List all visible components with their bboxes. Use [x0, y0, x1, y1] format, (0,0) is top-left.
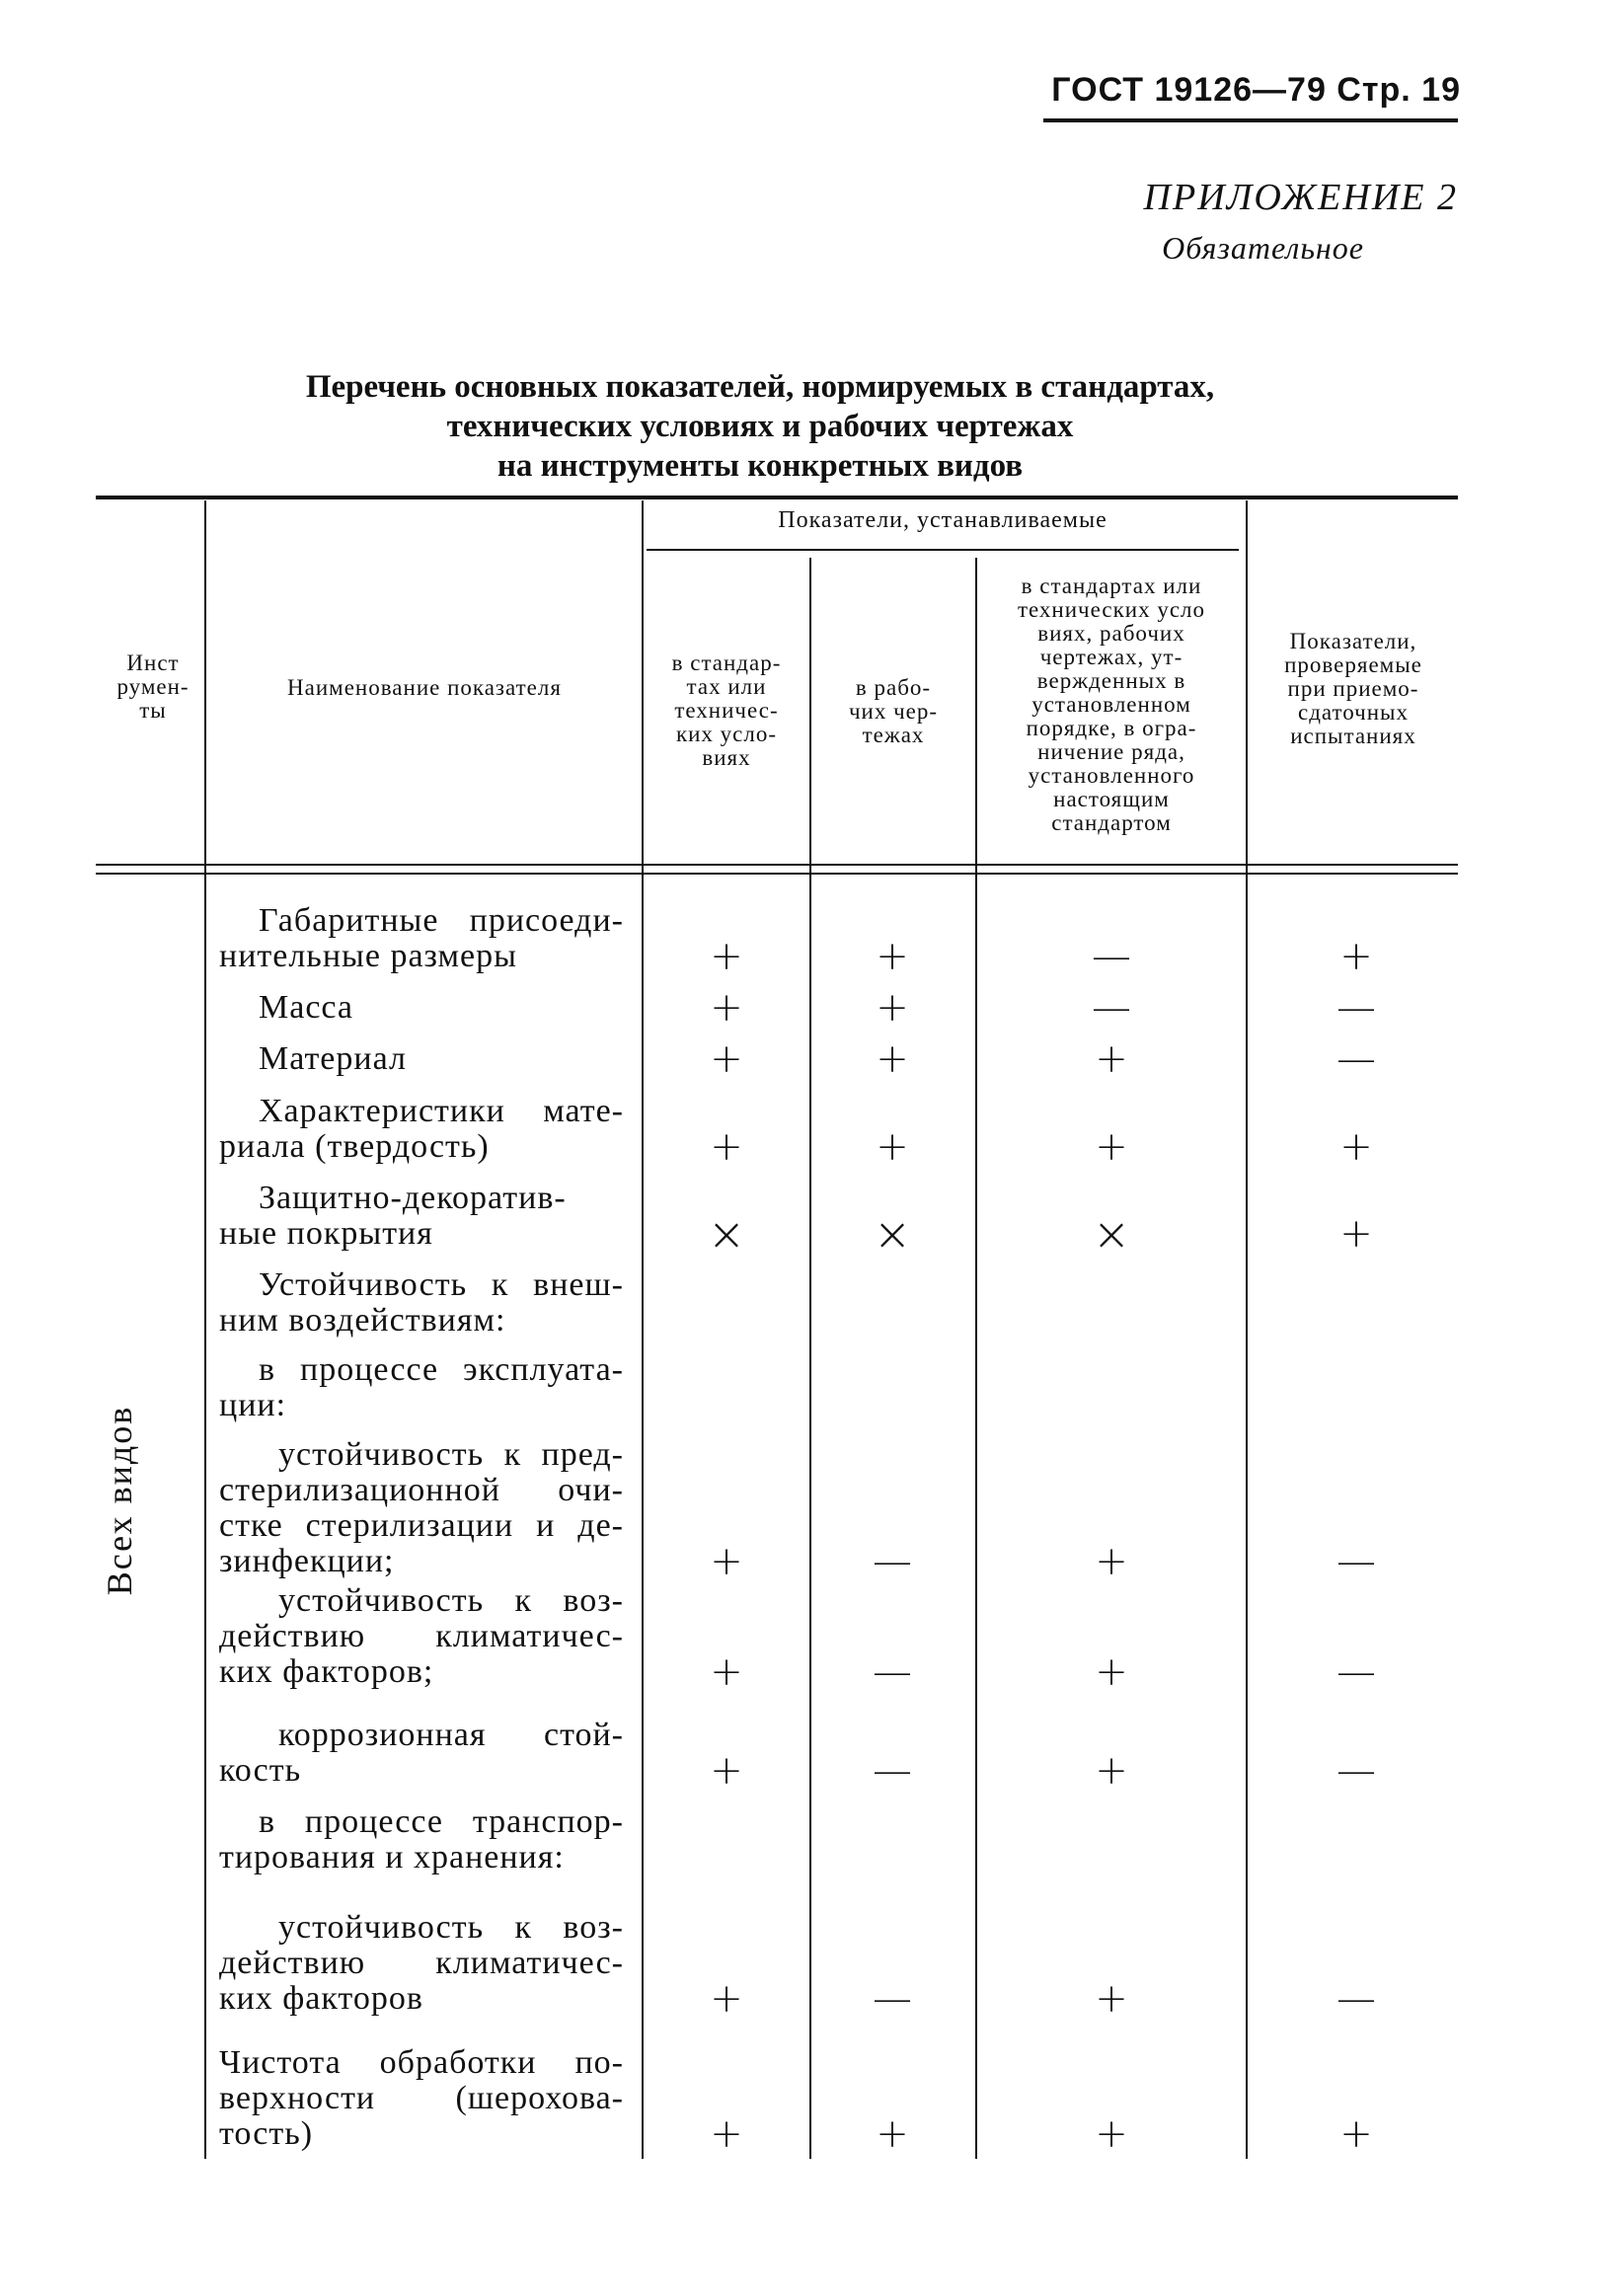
col-header-standards: в стандар- тах или техничес- ких усло- виях — [671, 651, 782, 770]
plus-mark: + — [1095, 1748, 1128, 1794]
col-divider-3 — [809, 558, 811, 2159]
indicator-line: устойчивость к воз- — [278, 1909, 624, 1946]
indicator-line: Масса — [259, 989, 354, 1026]
title-line: Перечень основных показателей, нормируемых в стандартах, — [305, 369, 1215, 405]
dash-mark: — — [1337, 1748, 1376, 1794]
indicator-line: действию климатичес- — [219, 1618, 624, 1654]
plus-mark: + — [1095, 1124, 1128, 1170]
plus-mark: + — [1095, 1976, 1128, 2022]
dash-mark: — — [873, 1539, 912, 1584]
plus-mark: + — [1339, 2111, 1373, 2157]
indicator-line: Материал — [259, 1040, 407, 1077]
indicator-name — [219, 2045, 624, 2152]
col-header-limited: в стандартах или технических усло виях, рабочих чертежах, ут- вержденных в установленном порядке, в огра- ничение ряда, установленного настоящим стандартом — [1017, 574, 1206, 835]
indicator-line: ких факторов; — [219, 1653, 434, 1690]
indicator-line: устойчивость к пред- — [278, 1436, 624, 1473]
plus-mark: + — [710, 1539, 743, 1584]
indicator-name — [219, 1910, 624, 2017]
indicator-line: Характеристики мате- — [259, 1093, 624, 1129]
indicator-name — [219, 1437, 624, 1579]
indicator-line: стерилизационной очи- — [219, 1472, 624, 1508]
title-line: на инструменты конкретных видов — [496, 448, 1024, 484]
header-rule — [1043, 118, 1458, 122]
header-bottom-rule — [96, 864, 1458, 866]
plus-mark: + — [876, 985, 909, 1031]
document-title — [217, 367, 1303, 486]
col-header-group: Показатели, устанавливаемые — [778, 507, 1108, 533]
col-header-instruments: Инст румен- ты — [116, 651, 190, 723]
plus-mark: + — [1095, 1036, 1128, 1082]
plus-mark: + — [876, 1036, 909, 1082]
dash-mark: — — [1337, 1976, 1376, 2022]
indicator-line: стке стерилизации и де- — [219, 1507, 624, 1544]
plus-mark: + — [710, 985, 743, 1031]
indicator-name — [219, 1094, 624, 1165]
dash-mark: — — [1337, 985, 1376, 1031]
appendix-label: ПРИЛОЖЕНИЕ 2 — [1143, 177, 1458, 218]
instrument-group-label: Всех видов — [100, 1405, 139, 1596]
indicator-name — [219, 990, 624, 1026]
indicator-line: ких факторов — [219, 1980, 423, 2017]
col-divider-5 — [1246, 500, 1248, 2159]
indicator-line: ним воздействиям: — [219, 1302, 506, 1339]
indicator-name — [219, 1041, 624, 1077]
plus-mark: + — [1095, 1539, 1128, 1584]
indicator-line: в процессе эксплуата- — [259, 1351, 624, 1388]
group-header-rule — [647, 549, 1239, 551]
page-header-standard: ГОСТ 19126—79 Стр. 19 — [1051, 71, 1461, 109]
indicator-name — [219, 1352, 624, 1423]
col-header-acceptance: Показатели, проверяемые при приемо- сдаточных испытаниях — [1284, 629, 1422, 748]
plus-mark: + — [710, 1649, 743, 1695]
indicator-line: действию климатичес- — [219, 1945, 624, 1981]
indicator-line: устойчивость к воз- — [278, 1582, 624, 1619]
col-divider-1 — [204, 500, 206, 2159]
indicator-line: тирования и хранения: — [219, 1839, 565, 1875]
plus-mark: + — [710, 1124, 743, 1170]
indicator-line: нительные размеры — [219, 938, 517, 974]
appendix-status: Обязательное — [1162, 230, 1364, 266]
cross-mark: × — [707, 1207, 746, 1261]
plus-mark: + — [876, 934, 909, 979]
indicator-name — [219, 1267, 624, 1339]
plus-mark: + — [710, 934, 743, 979]
indicator-line: кость — [219, 1752, 302, 1789]
plus-mark: + — [710, 1748, 743, 1794]
dash-mark: — — [873, 1748, 912, 1794]
dash-mark: — — [1092, 985, 1131, 1031]
cross-mark: × — [1092, 1207, 1131, 1261]
cross-mark: × — [873, 1207, 912, 1261]
col-header-drawings: в рабо- чих чер- тежах — [848, 675, 939, 747]
title-line: технических условиях и рабочих чертежах — [446, 409, 1074, 444]
dash-mark: — — [1092, 934, 1131, 979]
plus-mark: + — [710, 2111, 743, 2157]
header-bottom-rule-2 — [96, 873, 1458, 875]
plus-mark: + — [710, 1976, 743, 2022]
indicator-line: Габаритные присоеди- — [259, 902, 624, 939]
indicator-line: ные покрытия — [219, 1215, 433, 1252]
plus-mark: + — [876, 1124, 909, 1170]
indicator-line: Устойчивость к внеш- — [259, 1266, 624, 1303]
dash-mark: — — [1337, 1649, 1376, 1695]
indicator-name — [219, 1718, 624, 1789]
table-top-rule — [96, 496, 1458, 499]
indicator-name — [219, 1583, 624, 1690]
dash-mark: — — [873, 1649, 912, 1695]
plus-mark: + — [1339, 1211, 1373, 1257]
indicator-line: верхности (шерохова- — [219, 2080, 624, 2116]
indicator-line: зинфекции; — [219, 1543, 395, 1579]
indicator-line: Защитно-декоратив- — [259, 1180, 567, 1216]
plus-mark: + — [1339, 1124, 1373, 1170]
indicator-line: Чистота обработки по- — [219, 2044, 624, 2081]
dash-mark: — — [1337, 1036, 1376, 1082]
indicator-name — [219, 903, 624, 974]
indicator-line: тость) — [219, 2115, 314, 2152]
col-header-indicator-name: Наименование показателя — [287, 675, 562, 700]
plus-mark: + — [1095, 2111, 1128, 2157]
plus-mark: + — [710, 1036, 743, 1082]
indicator-line: риала (твердость) — [219, 1128, 490, 1165]
indicator-name — [219, 1804, 624, 1875]
plus-mark: + — [1339, 934, 1373, 979]
plus-mark: + — [876, 2111, 909, 2157]
col-divider-2 — [642, 500, 644, 2159]
indicator-line: ции: — [219, 1387, 287, 1423]
plus-mark: + — [1095, 1649, 1128, 1695]
indicator-name — [219, 1181, 624, 1252]
dash-mark: — — [1337, 1539, 1376, 1584]
indicator-line: коррозионная стой- — [278, 1717, 624, 1753]
dash-mark: — — [873, 1976, 912, 2022]
indicator-line: в процессе транспор- — [259, 1803, 624, 1840]
